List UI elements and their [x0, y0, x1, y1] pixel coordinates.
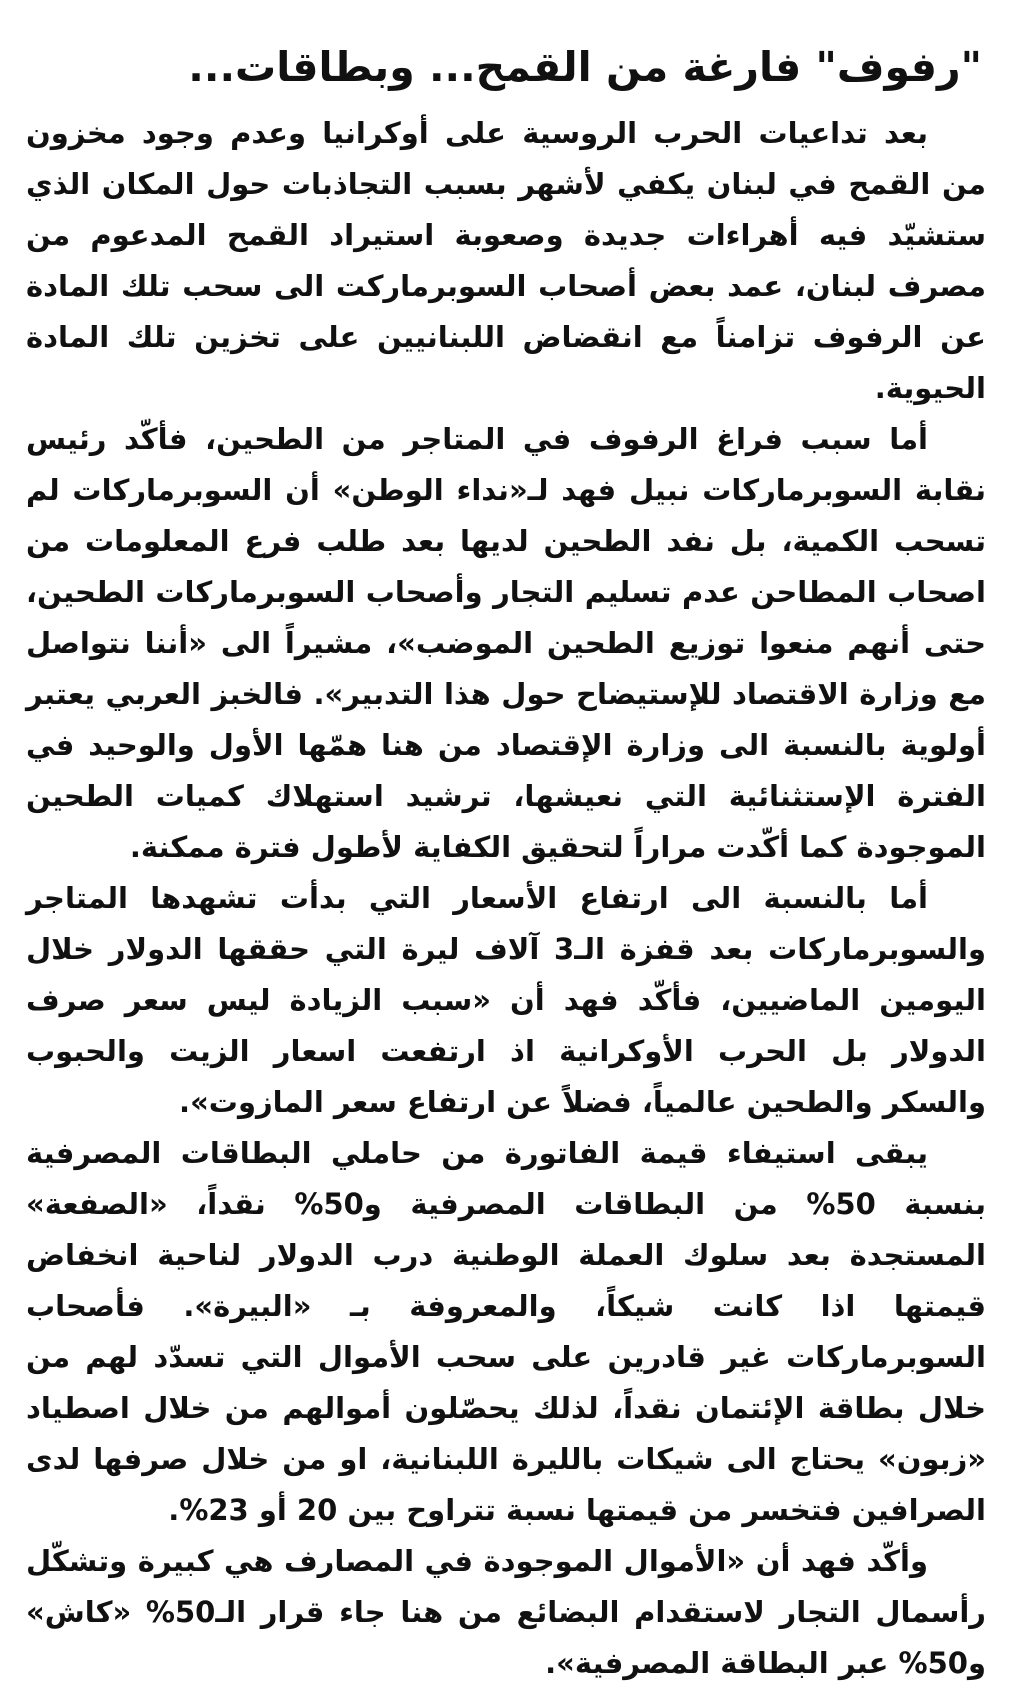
article-paragraph-2: أما سبب فراغ الرفوف في المتاجر من الطحين، فأكّد رئيس نقابة السوبرماركات نبيل فهد لـ«نداء الوطن» أن السوبرماركات لم تسحب الكمية، بل نفد الطحين لديها بعد طلب فرع المعلومات من اصحاب المطاحن عدم تسليم التجار وأصحاب السوبرماركات الطحين، حتى أنهم منعوا توزيع الطحين الموضب»، مشيراً الى «أننا نتواصل مع وزارة الاقتصاد للإستيضاح حول هذا التدبير». فالخبز العربي يعتبر أولوية بالنسبة الى وزارة الإقتصاد من هنا همّها الأول والوحيد في الفترة الإستثنائية التي نعيشها، ترشيد استهلاك كميات الطحين الموجودة كما أكّدت مراراً لتحقيق الكفاية لأطول فترة ممكنة.	[26, 422, 986, 864]
article-paragraph-5: وأكّد فهد أن «الأموال الموجودة في المصارف هي كبيرة وتشكّل رأسمال التجار لاستقدام البضائع من هنا جاء قرار الـ50% «كاش» و50% عبر البطاقة المصرفية».	[26, 1544, 986, 1680]
article-paragraph-4: يبقى استيفاء قيمة الفاتورة من حاملي البطاقات المصرفية بنسبة 50% من البطاقات المصرفية و50% نقداً، «الصفعة» المستجدة بعد سلوك العملة الوطنية درب الدولار لناحية انخفاض قيمتها اذا كانت شيكاً، والمعروفة بـ «البيرة». فأصحاب السوبرماركات غير قادرين على سحب الأموال التي تسدّد لهم من خلال بطاقة الإئتمان نقداً، لذلك يحصّلون أموالهم من خلال اصطياد «زبون» يحتاج الى شيكات بالليرة اللبنانية، او من خلال صرفها لدى الصرافين فتخسر من قيمتها نسبة تتراوح بين 20 أو 23%.	[26, 1136, 986, 1527]
news-article	[26, 36, 986, 1689]
article-paragraph-3: أما بالنسبة الى ارتفاع الأسعار التي بدأت تشهدها المتاجر والسوبرماركات بعد قفزة الـ3 آلاف ليرة التي حققها الدولار خلال اليومين الماضيين، فأكّد فهد أن «سبب الزيادة ليس سعر صرف الدولار بل الحرب الأوكرانية اذ ارتفعت اسعار الزيت والحبوب والسكر والطحين عالمياً، فضلاً عن ارتفاع سعر المازوت».	[26, 881, 986, 1119]
article-paragraph-1: بعد تداعيات الحرب الروسية على أوكرانيا وعدم وجود مخزون من القمح في لبنان يكفي لأشهر بسبب التجاذبات حول المكان الذي ستشيّد فيه أهراءات جديدة وصعوبة استيراد القمح المدعوم من مصرف لبنان، عمد بعض أصحاب السوبرماركت الى سحب تلك المادة عن الرفوف تزامناً مع انقضاض اللبنانيين على تخزين تلك المادة الحيوية.	[26, 116, 986, 405]
article-headline: "رفوف" فارغة من القمح... وبطاقات...	[188, 43, 982, 91]
